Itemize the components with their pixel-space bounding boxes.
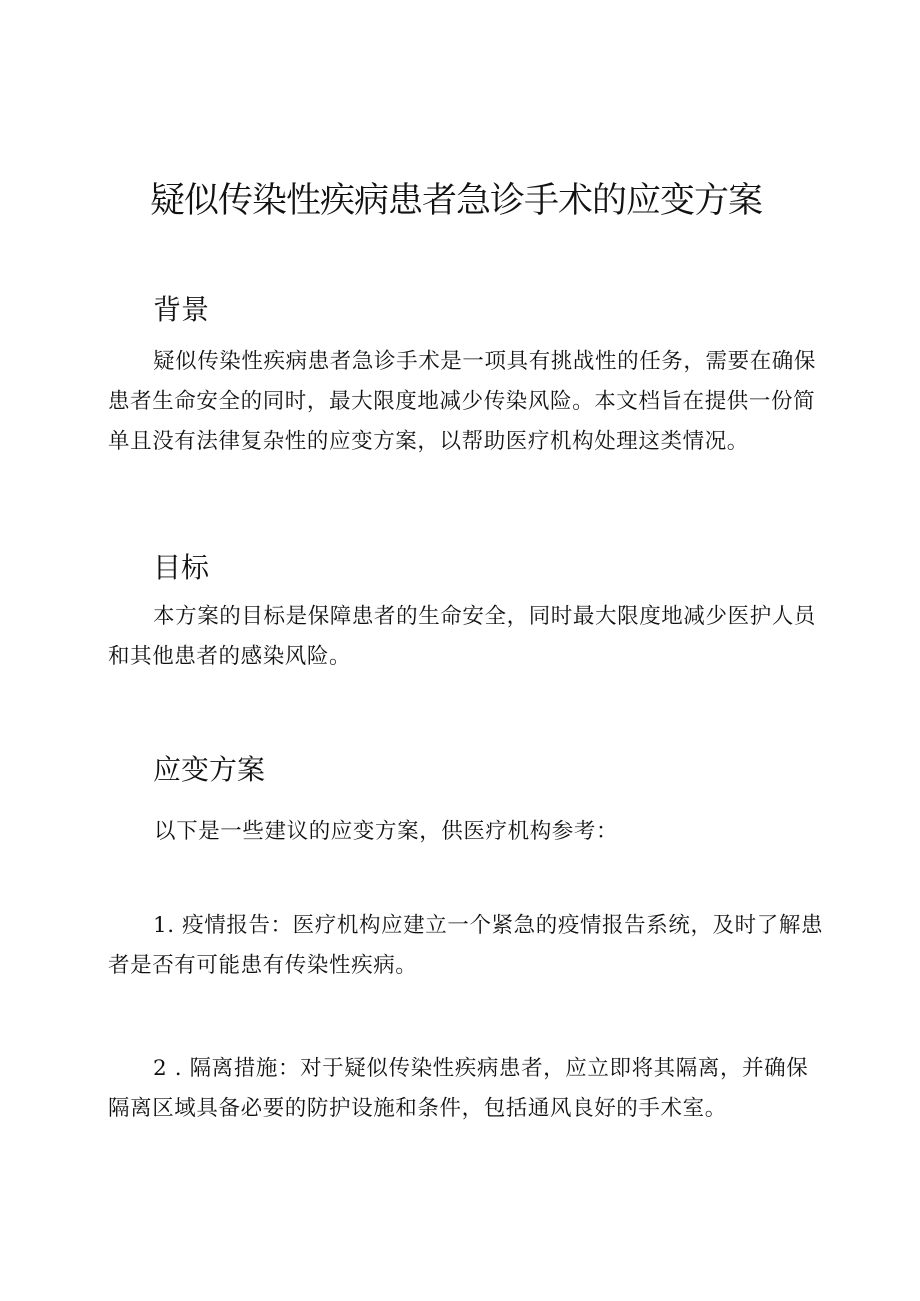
plan-item-2: 2 . 隔离措施：对于疑似传染性疾病患者，应立即将其隔离，并确保隔离区域具备必要的防护设施和条件，包括通风良好的手术室。 (108, 1056, 809, 1121)
plan-intro-paragraph: 以下是一些建议的应变方案，供医疗机构参考： (154, 819, 619, 844)
section-heading-plan: 应变方案 (153, 753, 266, 786)
section-heading-goal: 目标 (153, 551, 210, 584)
section-heading-background: 背景 (153, 293, 210, 326)
document-title: 疑似传染性疾病患者急诊手术的应变方案 (150, 181, 763, 221)
goal-paragraph: 本方案的目标是保障患者的生命安全，同时最大限度地减少医护人员和其他患者的感染风险。 (108, 604, 817, 669)
plan-item-1: 1. 疫情报告：医疗机构应建立一个紧急的疫情报告系统，及时了解患者是否有可能患有传染性疾病。 (108, 913, 824, 978)
background-paragraph: 疑似传染性疾病患者急诊手术是一项具有挑战性的任务，需要在确保患者生命安全的同时，最大限度地减少传染风险。本文档旨在提供一份简单且没有法律复杂性的应变方案，以帮助医疗机构处理这类情况。 (108, 349, 817, 454)
